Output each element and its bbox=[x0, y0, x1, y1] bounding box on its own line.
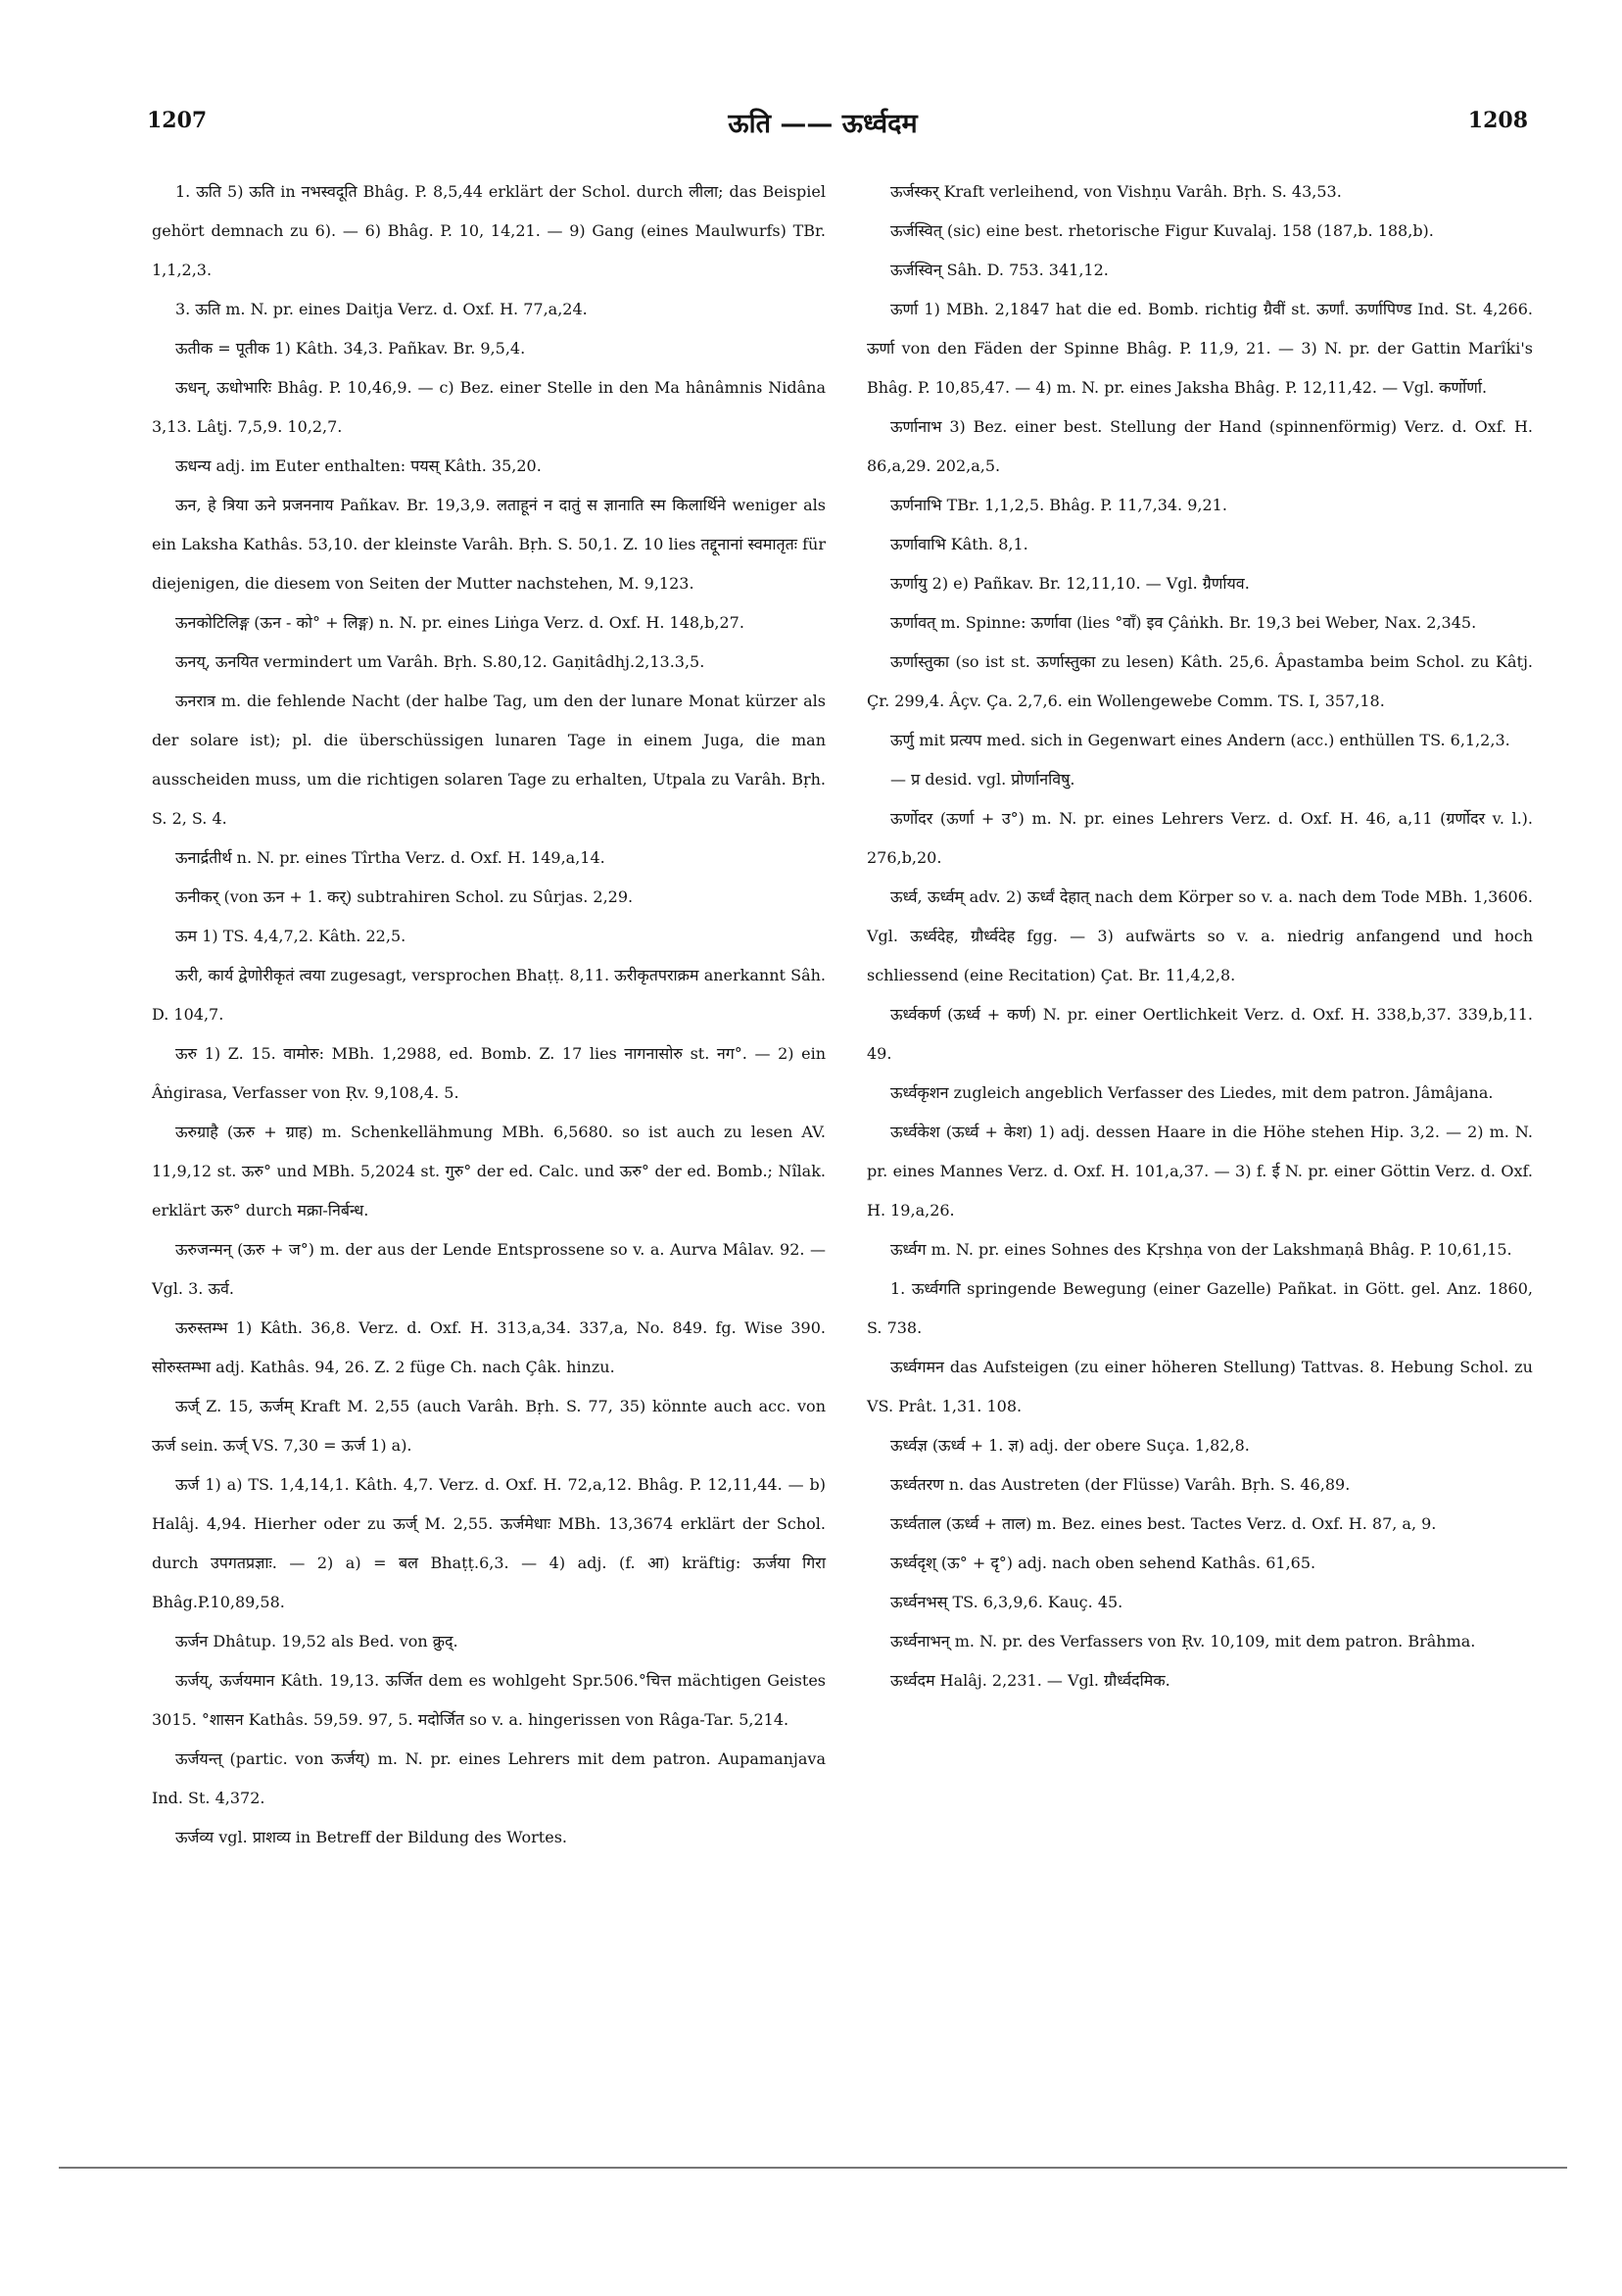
entry: ऊरु 1) Z. 15. वामोरु: MBh. 1,2988, ed. Bomb. Z. 17 lies नागनासोरु st. नग°. — 2) ein Âṅgirasa, Verfasser von Ṛv. 9,108,4. 5. bbox=[152, 1044, 826, 1102]
entry: ऊधन्य adj. im Euter enthalten: पयस् Kâth. 35,20. bbox=[175, 456, 542, 475]
entry: ऊतीक = पूतीक 1) Kâth. 34,3. Pañkav. Br. 9,5,4. bbox=[175, 339, 526, 358]
entry: ऊर्ध्वदम Halâj. 2,231. — Vgl. ग्रौर्ध्वदमिक. bbox=[890, 1671, 1170, 1690]
entry: ऊर्जस्विन् Sâh. D. 753. 341,12. bbox=[890, 261, 1109, 279]
entry: ऊनरात्र m. die fehlende Nacht (der halbe Tag, um den der lunare Monat kürzer als der solare ist); pl. die überschüssigen lunaren Tage in einem Juga, die man ausscheiden muss, um die richtigen solaren Tage zu erhalten, Utpala zu Varâh. Bṛh. S. 2, S. 4. bbox=[152, 692, 826, 828]
entry: ऊरुस्तम्भ 1) Kâth. 36,8. Verz. d. Oxf. H. 313,a,34. 337,a, No. 849. fg. Wise 390. सोरुस्तम्भा adj. Kathâs. 94, 26. Z. 2 füge Ch. nach Çâk. hinzu. bbox=[152, 1318, 826, 1376]
entry: ऊर्णु mit प्रत्यप med. sich in Gegenwart eines Andern (acc.) enthüllen TS. 6,1,2,3. bbox=[890, 731, 1510, 749]
entry: ऊर्णोदर (ऊर्णा + उ°) m. N. pr. eines Lehrers Verz. d. Oxf. H. 46, a,11 (ग्रर्णोदर v. l.). 276,b,20. bbox=[867, 809, 1533, 867]
entry: ऊर्णा 1) MBh. 2,1847 hat die ed. Bomb. richtig ग्रैवीं st. ऊर्णां. ऊर्णापिण्ड Ind. St. 4,266. ऊर्णा von den Fäden der Spinne Bhâg. P. 11,9, 21. — 3) N. pr. der Gattin Marîḱi's Bhâg. P. 10,85,47. — 4) m. N. pr. eines Jaksha Bhâg. P. 12,11,42. — Vgl. कर्णोर्णा. bbox=[867, 300, 1533, 397]
entry: ऊर्णायु 2) e) Pañkav. Br. 12,11,10. — Vgl. ग्रैर्णायव. bbox=[890, 574, 1250, 593]
entry: ऊर्ज 1) a) TS. 1,4,14,1. Kâth. 4,7. Verz. d. Oxf. H. 72,a,12. Bhâg. P. 12,11,44. — b) Halâj. 4,94. Hierher oder zu ऊर्ज् M. 2,55. ऊर्जमेधाः MBh. 13,3674 erklärt der Schol. durch उपगतप्रज्ञाः. — 2) a) = बल Bhaṭṭ.6,3. — 4) adj. (f. आ) kräftig: ऊर्जया गिरा Bhâg.P.10,89,58. bbox=[152, 1475, 826, 1611]
page-number-right: 1208 bbox=[1467, 108, 1528, 133]
entry: ऊर्ज् Z. 15, ऊर्जम् Kraft M. 2,55 (auch Varâh. Bṛh. S. 77, 35) könnte auch acc. von ऊर्ज sein. ऊर्ज् VS. 7,30 = ऊर्ज 1) a). bbox=[152, 1397, 826, 1455]
entry: ऊर्ध्व, ऊर्ध्वम् adv. 2) ऊर्ध्वं देहात् nach dem Körper so v. a. nach dem Tode MBh. 1,3606. Vgl. ऊर्ध्वदेह, ग्रौर्ध्वदेह fgg. — 3) aufwärts so v. a. niedrig anfangend und hoch schliessend (eine Recitation) Çat. Br. 11,4,2,8. bbox=[867, 887, 1533, 984]
entry: 1. ऊर्ध्वगति springende Bewegung (einer Gazelle) Pañkat. in Gött. gel. Anz. 1860, S. 738. bbox=[867, 1279, 1533, 1337]
entry: ऊन, हे त्रिया ऊने प्रजननाय Pañkav. Br. 19,3,9. लताहूनं न दातुं स ज्ञानाति स्म किलार्थिने weniger als ein Laksha Kathâs. 53,10. der kleinste Varâh. Bṛh. S. 50,1. Z. 10 lies तद्दूनानां स्वमातृतः für diejenigen, die diesem von Seiten der Mutter nachstehen, M. 9,123. bbox=[152, 496, 826, 593]
entry: ऊरुग्राहै (ऊरु + ग्राह) m. Schenkellähmung MBh. 6,5680. so ist auch zu lesen AV. 11,9,12 st. ऊरु° und MBh. 5,2024 st. गुरु° der ed. Calc. und ऊरु° der ed. Bomb.; Nîlak. erklärt ऊरु° durch मक्रा-निर्बन्ध. bbox=[152, 1123, 826, 1220]
entry: ऊनार्द्रतीर्थ n. N. pr. eines Tîrtha Verz. d. Oxf. H. 149,a,14. bbox=[175, 848, 605, 867]
entry: ऊर्णास्तुका (so ist st. ऊर्णास्तुका zu lesen) Kâth. 25,6. Âpastamba beim Schol. zu Kâtj. Çr. 299,4. Âçv. Ça. 2,7,6. ein Wollengewebe Comm. TS. I, 357,18. bbox=[867, 652, 1533, 710]
entry: ऊर्णानाभ 3) Bez. einer best. Stellung der Hand (spinnenförmig) Verz. d. Oxf. H. 86,a,29. 202,a,5. bbox=[867, 417, 1533, 475]
entry: ऊर्ध्वकेश (ऊर्ध्व + केश) 1) adj. dessen Haare in die Höhe stehen Hip. 3,2. — 2) m. N. pr. eines Mannes Verz. d. Oxf. H. 101,a,37. — 3) f. ई N. pr. einer Göttin Verz. d. Oxf. H. 19,a,26. bbox=[867, 1123, 1533, 1220]
entry: ऊर्ध्वगमन das Aufsteigen (zu einer höheren Stellung) Tattvas. 8. Hebung Schol. zu VS. Prât. 1,31. 108. bbox=[867, 1358, 1533, 1415]
bottom-rule bbox=[59, 2167, 1567, 2169]
entry: 3. ऊति m. N. pr. eines Daitja Verz. d. Oxf. H. 77,a,24. bbox=[175, 300, 588, 318]
entry: ऊर्ध्वदृश् (ऊ° + दृ°) adj. nach oben sehend Kathâs. 61,65. bbox=[890, 1554, 1316, 1572]
entry: ऊर्जय्, ऊर्जयमान Kâth. 19,13. ऊर्जित dem es wohlgeht Spr.506.°चित्त mächtigen Geistes 3015. °शासन Kathâs. 59,59. 97, 5. मदोर्जित so v. a. hingerissen von Râga-Tar. 5,214. bbox=[152, 1671, 826, 1729]
entry: ऊर्ध्वग m. N. pr. eines Sohnes des Kṛshṇa von der Lakshmaṇâ Bhâg. P. 10,61,15. bbox=[890, 1240, 1512, 1259]
entry: ऊर्जस्कर् Kraft verleihend, von Vishṇu Varâh. Bṛh. S. 43,53. bbox=[890, 182, 1342, 201]
left-column bbox=[152, 172, 826, 1857]
entry: ऊम 1) TS. 4,4,7,2. Kâth. 22,5. bbox=[175, 927, 406, 945]
entry: ऊनकोटिलिङ्ग (ऊन - को° + लिङ्ग) n. N. pr. eines Liṅga Verz. d. Oxf. H. 148,b,27. bbox=[175, 613, 744, 632]
running-title: ऊति —— ऊर्ध्वदम bbox=[728, 109, 918, 139]
entry: ऊधन्, ऊधोभारिः Bhâg. P. 10,46,9. — c) Bez. einer Stelle in den Ma hânâmnis Nidâna 3,13. Lâṭj. 7,5,9. 10,2,7. bbox=[152, 378, 826, 436]
entry: ऊर्ध्वनभस् TS. 6,3,9,6. Kauç. 45. bbox=[890, 1593, 1123, 1611]
entry: ऊर्ध्वकृशन zugleich angeblich Verfasser des Liedes, mit dem patron. Jâmâjana. bbox=[890, 1083, 1494, 1102]
entry: ऊनय्, ऊनयित vermindert um Varâh. Bṛh. S.80,12. Gaṇitâdhj.2,13.3,5. bbox=[175, 652, 705, 671]
entry: ऊर्णनाभि TBr. 1,1,2,5. Bhâg. P. 11,7,34. 9,21. bbox=[890, 496, 1227, 514]
right-column bbox=[867, 172, 1533, 1700]
entry: ऊर्णावत् m. Spinne: ऊर्णावा (lies °वाँ) इव Çâṅkh. Br. 19,3 bei Weber, Nax. 2,345. bbox=[890, 613, 1477, 632]
page-header bbox=[118, 98, 1528, 145]
entry: — प्र desid. vgl. प्रोर्णानविषु. bbox=[890, 770, 1075, 789]
entry: 1. ऊति 5) ऊति in नभस्वदूति Bhâg. P. 8,5,44 erklärt der Schol. durch लीला; das Beispiel gehört demnach zu 6). — 6) Bhâg. P. 10, 14,21. — 9) Gang (eines Maulwurfs) TBr. 1,1,2,3. bbox=[152, 182, 826, 279]
entry: ऊरुजन्मन् (ऊरु + ज°) m. der aus der Lende Entsprossene so v. a. Aurva Mâlav. 92. — Vgl. 3. ऊर्व. bbox=[152, 1240, 826, 1298]
entry: ऊर्जन Dhâtup. 19,52 als Bed. von क्रुद्. bbox=[175, 1632, 458, 1650]
entry: ऊनीकर् (von ऊन + 1. कर्) subtrahiren Schol. zu Sûrjas. 2,29. bbox=[175, 887, 634, 906]
entry: ऊर्ध्वतरण n. das Austreten (der Flüsse) Varâh. Bṛh. S. 46,89. bbox=[890, 1475, 1351, 1494]
entry: ऊर्ध्वकर्ण (ऊर्ध्व + कर्ण) N. pr. einer Oertlichkeit Verz. d. Oxf. H. 338,b,37. 339,b,11. 49. bbox=[867, 1005, 1533, 1063]
entry: ऊर्ध्वनाभन् m. N. pr. des Verfassers von Ṛv. 10,109, mit dem patron. Brâhma. bbox=[890, 1632, 1476, 1650]
entry: ऊरी, कार्य द्वेणोरीकृतं त्वया zugesagt, versprochen Bhaṭṭ. 8,11. ऊरीकृतपराक्रम anerkannt Sâh. D. 104,7. bbox=[152, 966, 826, 1024]
entry: ऊर्ध्वताल (ऊर्ध्व + ताल) m. Bez. eines best. Tactes Verz. d. Oxf. H. 87, a, 9. bbox=[890, 1514, 1437, 1533]
entry: ऊर्जस्वित् (sic) eine best. rhetorische Figur Kuvalaj. 158 (187,b. 188,b). bbox=[890, 221, 1434, 240]
entry: ऊर्जयन्त् (partic. von ऊर्जय्) m. N. pr. eines Lehrers mit dem patron. Aupamanjava Ind. St. 4,372. bbox=[152, 1749, 826, 1807]
page-number-left: 1207 bbox=[147, 108, 208, 133]
entry: ऊर्ध्वज्ञ (ऊर्ध्व + 1. ज्ञ) adj. der obere Suça. 1,82,8. bbox=[890, 1436, 1250, 1455]
entry: ऊर्जव्य vgl. प्राशव्य in Betreff der Bildung des Wortes. bbox=[175, 1828, 568, 1846]
entry: ऊर्णावाभि Kâth. 8,1. bbox=[890, 535, 1028, 553]
